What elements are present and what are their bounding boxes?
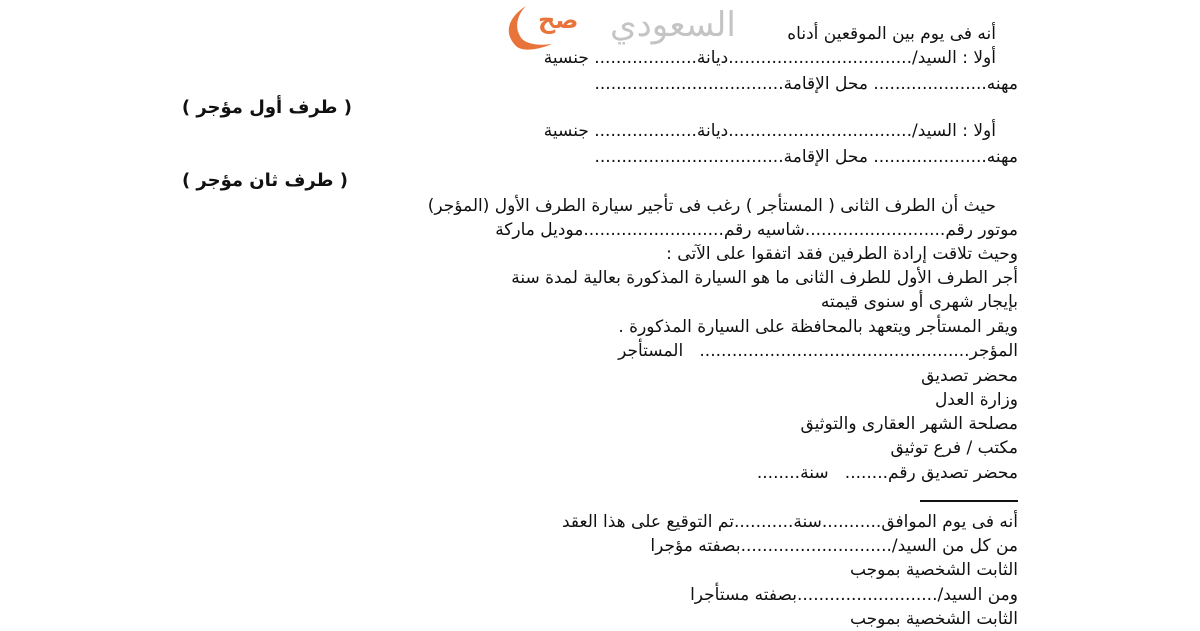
- lessor-line: من كل من السيد/............................بصفته مؤجرا: [650, 536, 1018, 556]
- certification-title: محضر تصديق: [921, 366, 1018, 386]
- logo-text: السعودي: [610, 5, 736, 45]
- party2-name-line: أولا : السيد/..................................ديانة................... جنسية: [543, 121, 996, 141]
- office-line: مكتب / فرع توثيق: [890, 438, 1018, 458]
- party2-label: ( طرف ثان مؤجر ): [181, 170, 348, 191]
- rent-line: بإيجار شهرى أو سنوى قيمته: [820, 292, 1018, 312]
- party1-job-line: مهنه..................... محل الإقامة...................................: [594, 74, 1018, 94]
- contract-intro: أنه فى يوم بين الموقعين أدناه: [787, 24, 996, 44]
- lease-term-line: أجر الطرف الأول للطرف الثانى ما هو السيارة المذكورة بعالية لمدة سنة: [511, 268, 1018, 288]
- lessee-id-line: الثابت الشخصية بموجب: [849, 609, 1018, 629]
- party1-label: ( طرف أول مؤجر ): [181, 97, 352, 118]
- vehicle-line: موتور رقم..........................شاسيه رقم..........................موديل ماركة: [495, 220, 1018, 240]
- logo-mark: صح: [538, 6, 579, 34]
- undertaking-line: ويقر المستأجر ويتعهد بالمحافظة على السيارة المذكورة .: [618, 317, 1018, 337]
- divider: [920, 500, 1018, 502]
- signing-date-line: أنه فى يوم الموافق...........سنة...........تم التوقيع على هذا العقد: [562, 512, 1018, 532]
- department-line: مصلحة الشهر العقارى والتوثيق: [800, 414, 1018, 434]
- signatures-line: المؤجر.................................................. المستأجر: [618, 341, 1018, 361]
- lessee-line: ومن السيد/..........................بصفته مستأجرا: [690, 585, 1018, 605]
- party2-job-line: مهنه..................... محل الإقامة...................................: [594, 147, 1018, 167]
- whereas-line: حيث أن الطرف الثانى ( المستأجر ) رغب فى تأجير سيارة الطرف الأول (المؤجر): [427, 196, 996, 216]
- party1-name-line: أولا : السيد/..................................ديانة................... جنسية: [543, 48, 996, 68]
- lessor-id-line: الثابت الشخصية بموجب: [849, 560, 1018, 580]
- ministry-line: وزارة العدل: [934, 390, 1018, 410]
- certification-number-line: محضر تصديق رقم........ سنة........: [756, 463, 1018, 483]
- agreement-line: وحيث تلاقت إرادة الطرفين فقد اتفقوا على الآتى :: [666, 244, 1018, 264]
